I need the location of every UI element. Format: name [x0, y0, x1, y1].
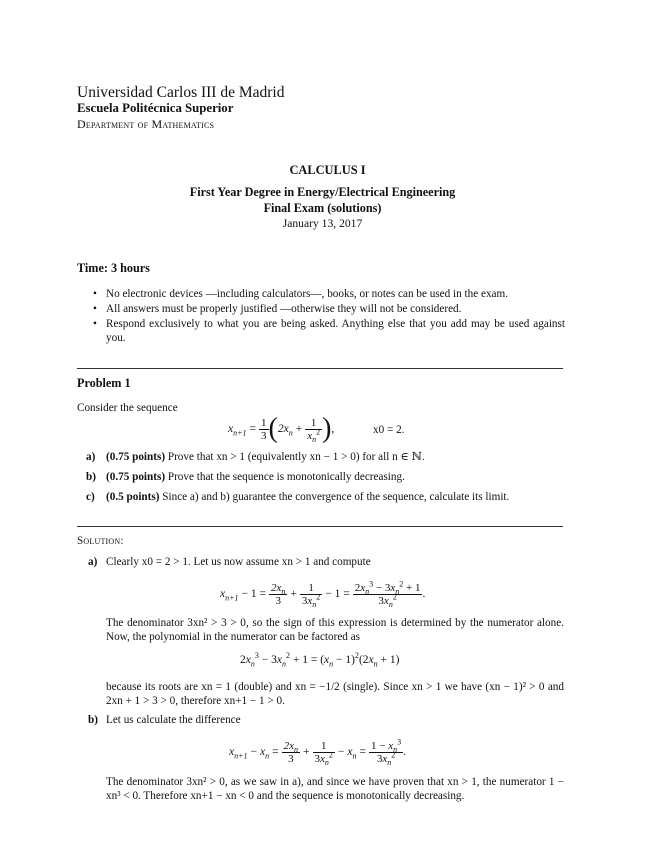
initial-condition: x0 = 2.: [373, 424, 405, 436]
list-item: c) (0.5 points) Since a) and b) guarantee the convergence of the sequence, calculate its limit.: [86, 491, 510, 503]
bullet-icon: •: [93, 288, 97, 300]
solution-a-paragraph-1: The denominator 3xn² > 3 > 0, so the sign of this expression is determined by the numerator alone. Now, the polynomial in the numerator can be factored as: [106, 617, 564, 643]
problem-intro: Consider the sequence: [77, 402, 178, 414]
university-name: Universidad Carlos III de Madrid: [77, 84, 285, 101]
list-item: • All answers must be properly justified —otherwise they will not be considered.: [93, 303, 462, 315]
solution-b-label: b): [88, 714, 98, 726]
divider-solution: [77, 526, 563, 527]
solution-b-equation: $x_{n+1}$ − $x_n$ = $\frac{2x_n}{3}$ + $\frac{1}{3x_n^2}$ − $x_n$ = $\frac{1 - x_n^3}{3x_n^2}$ .: [229, 736, 406, 767]
exam-date: January 13, 2017: [282, 217, 363, 230]
exam-title: Final Exam (solutions): [263, 201, 382, 215]
solution-a-label: a): [88, 556, 98, 568]
recurrence-equation: $x_{n+1}$ = $\frac{1}{3}$ ( $2x_n$ + $\frac{1}{x_n^2}$ ) ,: [228, 413, 335, 444]
list-item: • Respond exclusively to what you are being asked. Anything else that you add may be used against you.: [93, 318, 565, 344]
bullet-icon: •: [93, 318, 97, 330]
list-item: • No electronic devices —including calculators—, books, or notes can be used in the exam.: [93, 288, 509, 300]
school-name: Escuela Politécnica Superior: [77, 101, 234, 115]
factorization-equation: $2x_n^3 - 3x_n^2 + 1 = (x_n - 1)^2(2x_n + 1)$: [240, 651, 400, 669]
bullet-icon: •: [93, 303, 97, 315]
instruction-list: [93, 287, 565, 345]
divider-top: [77, 368, 563, 369]
department-name: Department of Mathematics: [77, 117, 215, 131]
solution-a-intro: Clearly x0 = 2 > 1. Let us now assume xn > 1 and compute: [106, 556, 371, 568]
solution-a-paragraph-2: because its roots are xn = 1 (double) and xn = −1/2 (single). Since xn > 1 we have (xn − 1)² > 0 and 2xn + 1 > 3 > 0, therefore xn+1 − 1 > 0.: [106, 681, 564, 707]
list-item: a) (0.75 points) Prove that xn > 1 (equivalently xn − 1 > 0) for all n ∈ ℕ.: [86, 451, 425, 463]
problem-heading: Problem 1: [77, 376, 131, 390]
solution-a-equation: $x_{n+1}$ − 1 = $\frac{2x_n}{3}$ + $\frac{1}{3x_n^2}$ − 1 = $\frac{2x_n^3 - 3x_n^2 + 1}{3x_n^2}$ .: [220, 578, 426, 609]
list-item: b) (0.75 points) Prove that the sequence is monotonically decreasing.: [86, 471, 405, 483]
degree-title: First Year Degree in Energy/Electrical Engineering: [189, 185, 456, 199]
course-title: CALCULUS I: [289, 163, 366, 177]
problem-parts: [86, 450, 564, 504]
solution-b-paragraph: The denominator 3xn² > 0, as we saw in a), and since we have proven that xn > 1, the numerator 1 − xn³ < 0. Therefore xn+1 − xn < 0 and the sequence is monotonically decreasing.: [106, 776, 564, 802]
solution-b-intro: Let us calculate the difference: [106, 714, 241, 726]
time-limit: Time: 3 hours: [77, 261, 150, 275]
solution-heading: Solution:: [77, 535, 124, 547]
